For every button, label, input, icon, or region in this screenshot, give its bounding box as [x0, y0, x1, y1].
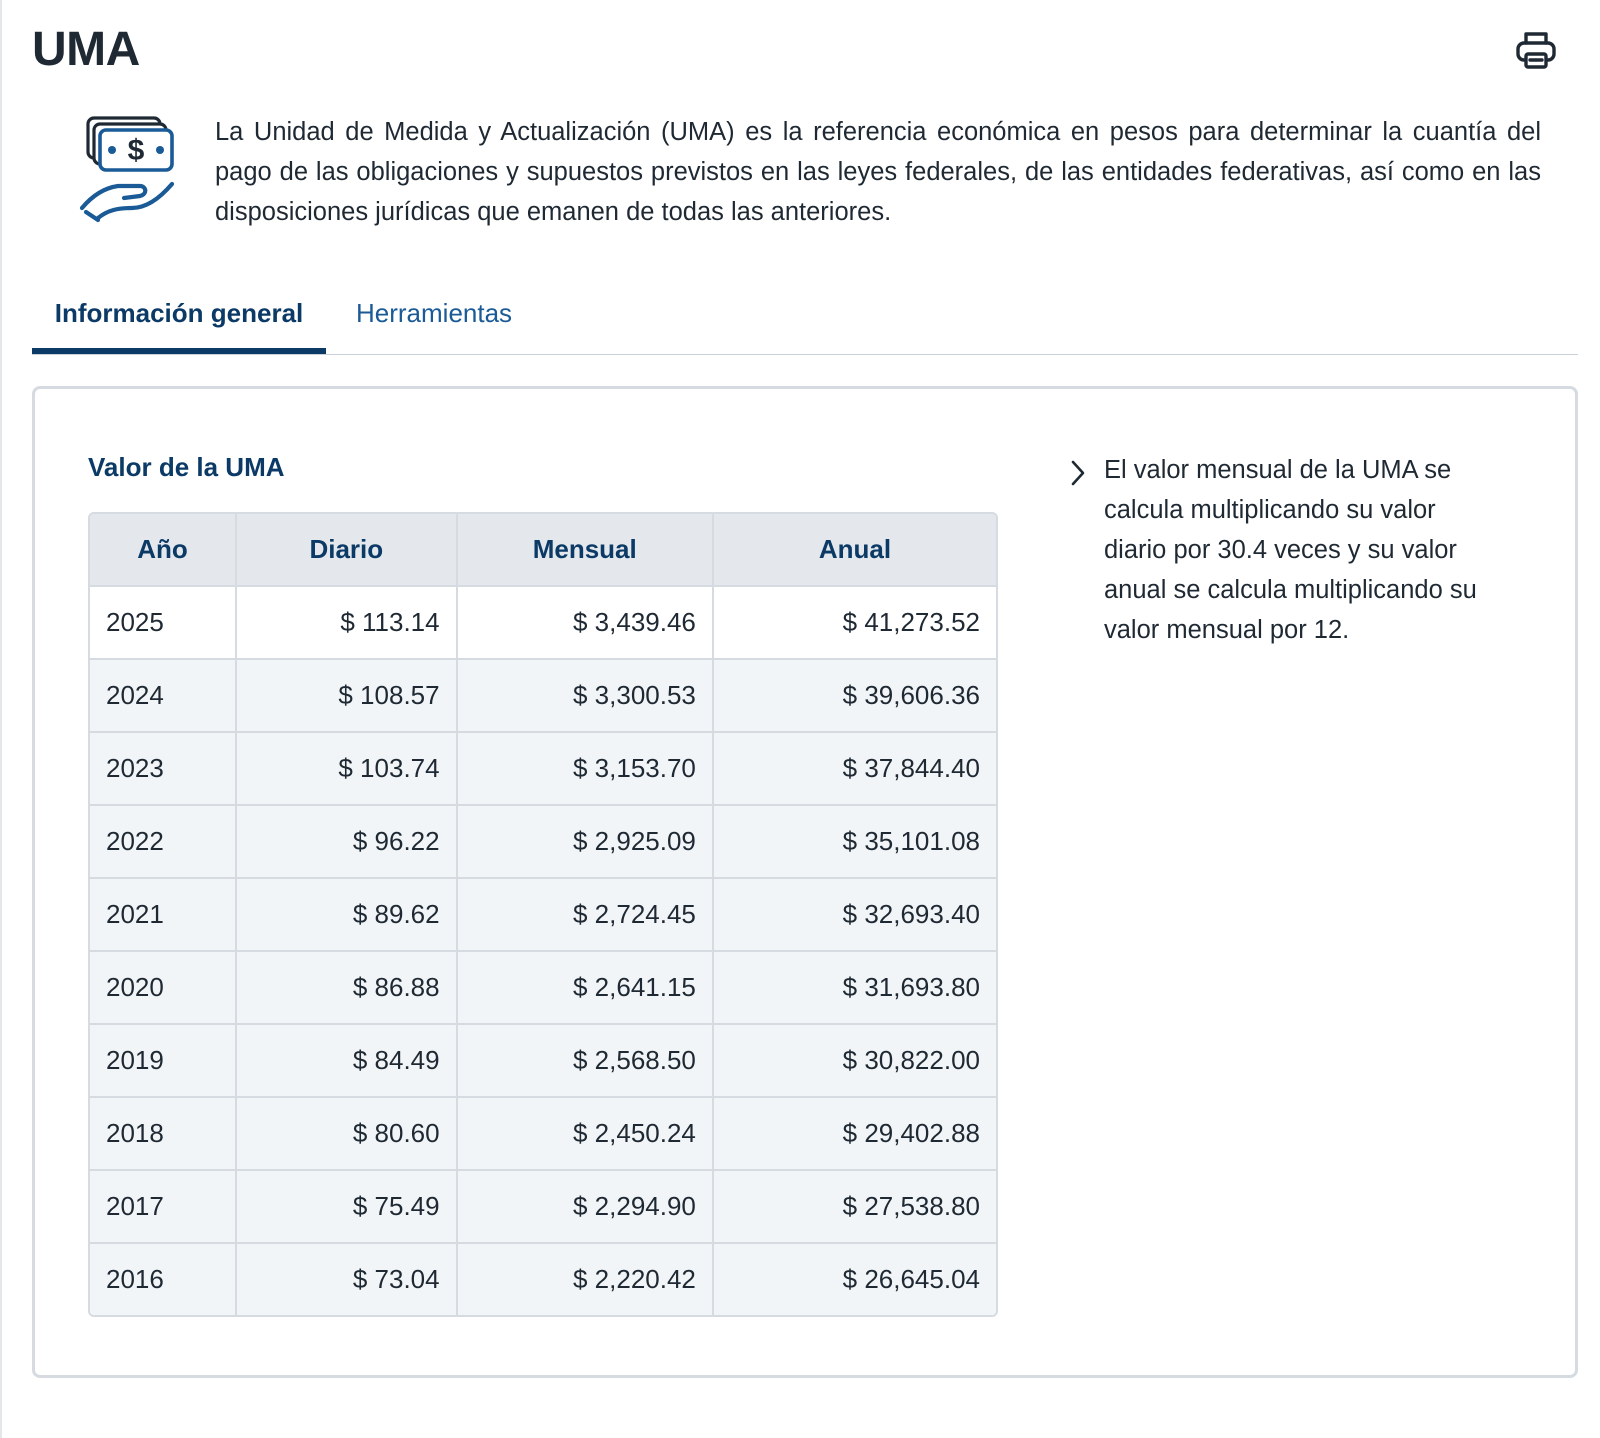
cell-year: 2024	[90, 660, 237, 733]
uma-calculation-note: El valor mensual de la UMA se calcula multiplicando su valor diario por 30.4 veces y su valor anual se calcula multiplicando su valor mensual por 12.	[1104, 456, 1477, 644]
printer-icon	[1514, 28, 1558, 72]
cell-monthly: $ 2,568.50	[458, 1025, 714, 1098]
chevron-right-icon[interactable]	[1068, 458, 1088, 488]
table-row	[90, 733, 996, 806]
table-row	[90, 1171, 996, 1244]
cell-year: 2019	[90, 1025, 237, 1098]
tab-bar	[32, 282, 1578, 355]
column-header-daily: Diario	[237, 514, 458, 587]
cell-monthly: $ 3,300.53	[458, 660, 714, 733]
cell-monthly: $ 3,153.70	[458, 733, 714, 806]
cell-annual: $ 41,273.52	[714, 587, 996, 660]
page-left-edge	[0, 0, 2, 1438]
cell-daily: $ 84.49	[237, 1025, 458, 1098]
cell-daily: $ 86.88	[237, 952, 458, 1025]
table-row	[90, 587, 996, 660]
cell-year: 2023	[90, 733, 237, 806]
cell-monthly: $ 2,925.09	[458, 806, 714, 879]
cell-daily: $ 73.04	[237, 1244, 458, 1315]
cell-annual: $ 31,693.80	[714, 952, 996, 1025]
table-header-row	[90, 514, 996, 587]
cell-monthly: $ 2,220.42	[458, 1244, 714, 1315]
cell-daily: $ 75.49	[237, 1171, 458, 1244]
cell-monthly: $ 2,294.90	[458, 1171, 714, 1244]
svg-text:$: $	[127, 134, 145, 167]
cell-annual: $ 37,844.40	[714, 733, 996, 806]
cell-year: 2016	[90, 1244, 237, 1315]
cell-year: 2022	[90, 806, 237, 879]
table-row	[90, 660, 996, 733]
table-row	[90, 952, 996, 1025]
table-row	[90, 1244, 996, 1315]
cell-year: 2017	[90, 1171, 237, 1244]
column-header-monthly: Mensual	[458, 514, 714, 587]
cell-year: 2020	[90, 952, 237, 1025]
column-header-annual: Anual	[714, 514, 996, 587]
uma-table	[88, 512, 998, 1317]
cell-daily: $ 103.74	[237, 733, 458, 806]
cell-annual: $ 35,101.08	[714, 806, 996, 879]
cell-monthly: $ 2,450.24	[458, 1098, 714, 1171]
table-row	[90, 1025, 996, 1098]
table-row	[90, 879, 996, 952]
column-header-year: Año	[90, 514, 237, 587]
table-row	[90, 1098, 996, 1171]
table-title: Valor de la UMA	[88, 452, 285, 482]
cell-daily: $ 108.57	[237, 660, 458, 733]
cell-year: 2021	[90, 879, 237, 952]
print-button[interactable]	[1514, 28, 1558, 72]
cell-year: 2025	[90, 587, 237, 660]
cell-daily: $ 96.22	[237, 806, 458, 879]
cell-annual: $ 27,538.80	[714, 1171, 996, 1244]
table-row	[90, 806, 996, 879]
cell-annual: $ 29,402.88	[714, 1098, 996, 1171]
page-title: UMA	[32, 23, 140, 76]
tab-herramientas[interactable]: Herramientas	[356, 298, 513, 328]
cell-annual: $ 30,822.00	[714, 1025, 996, 1098]
tab-informacion-general[interactable]: Información general	[32, 282, 326, 354]
intro-description: La Unidad de Medida y Actualización (UMA) es la referencia económica en pesos para determinar la cuantía del pago de las obligaciones y supuestos previstos en las leyes federales, de las entidades federativas, así como en las disposiciones jurídicas que emanen de todas las anteriores.	[215, 118, 1541, 226]
cell-monthly: $ 3,439.46	[458, 587, 714, 660]
cell-monthly: $ 2,641.15	[458, 952, 714, 1025]
cell-year: 2018	[90, 1098, 237, 1171]
cell-monthly: $ 2,724.45	[458, 879, 714, 952]
cell-annual: $ 32,693.40	[714, 879, 996, 952]
cell-daily: $ 113.14	[237, 587, 458, 660]
money-hand-icon	[78, 112, 178, 224]
cell-annual: $ 39,606.36	[714, 660, 996, 733]
cell-daily: $ 89.62	[237, 879, 458, 952]
cell-annual: $ 26,645.04	[714, 1244, 996, 1315]
cell-daily: $ 80.60	[237, 1098, 458, 1171]
